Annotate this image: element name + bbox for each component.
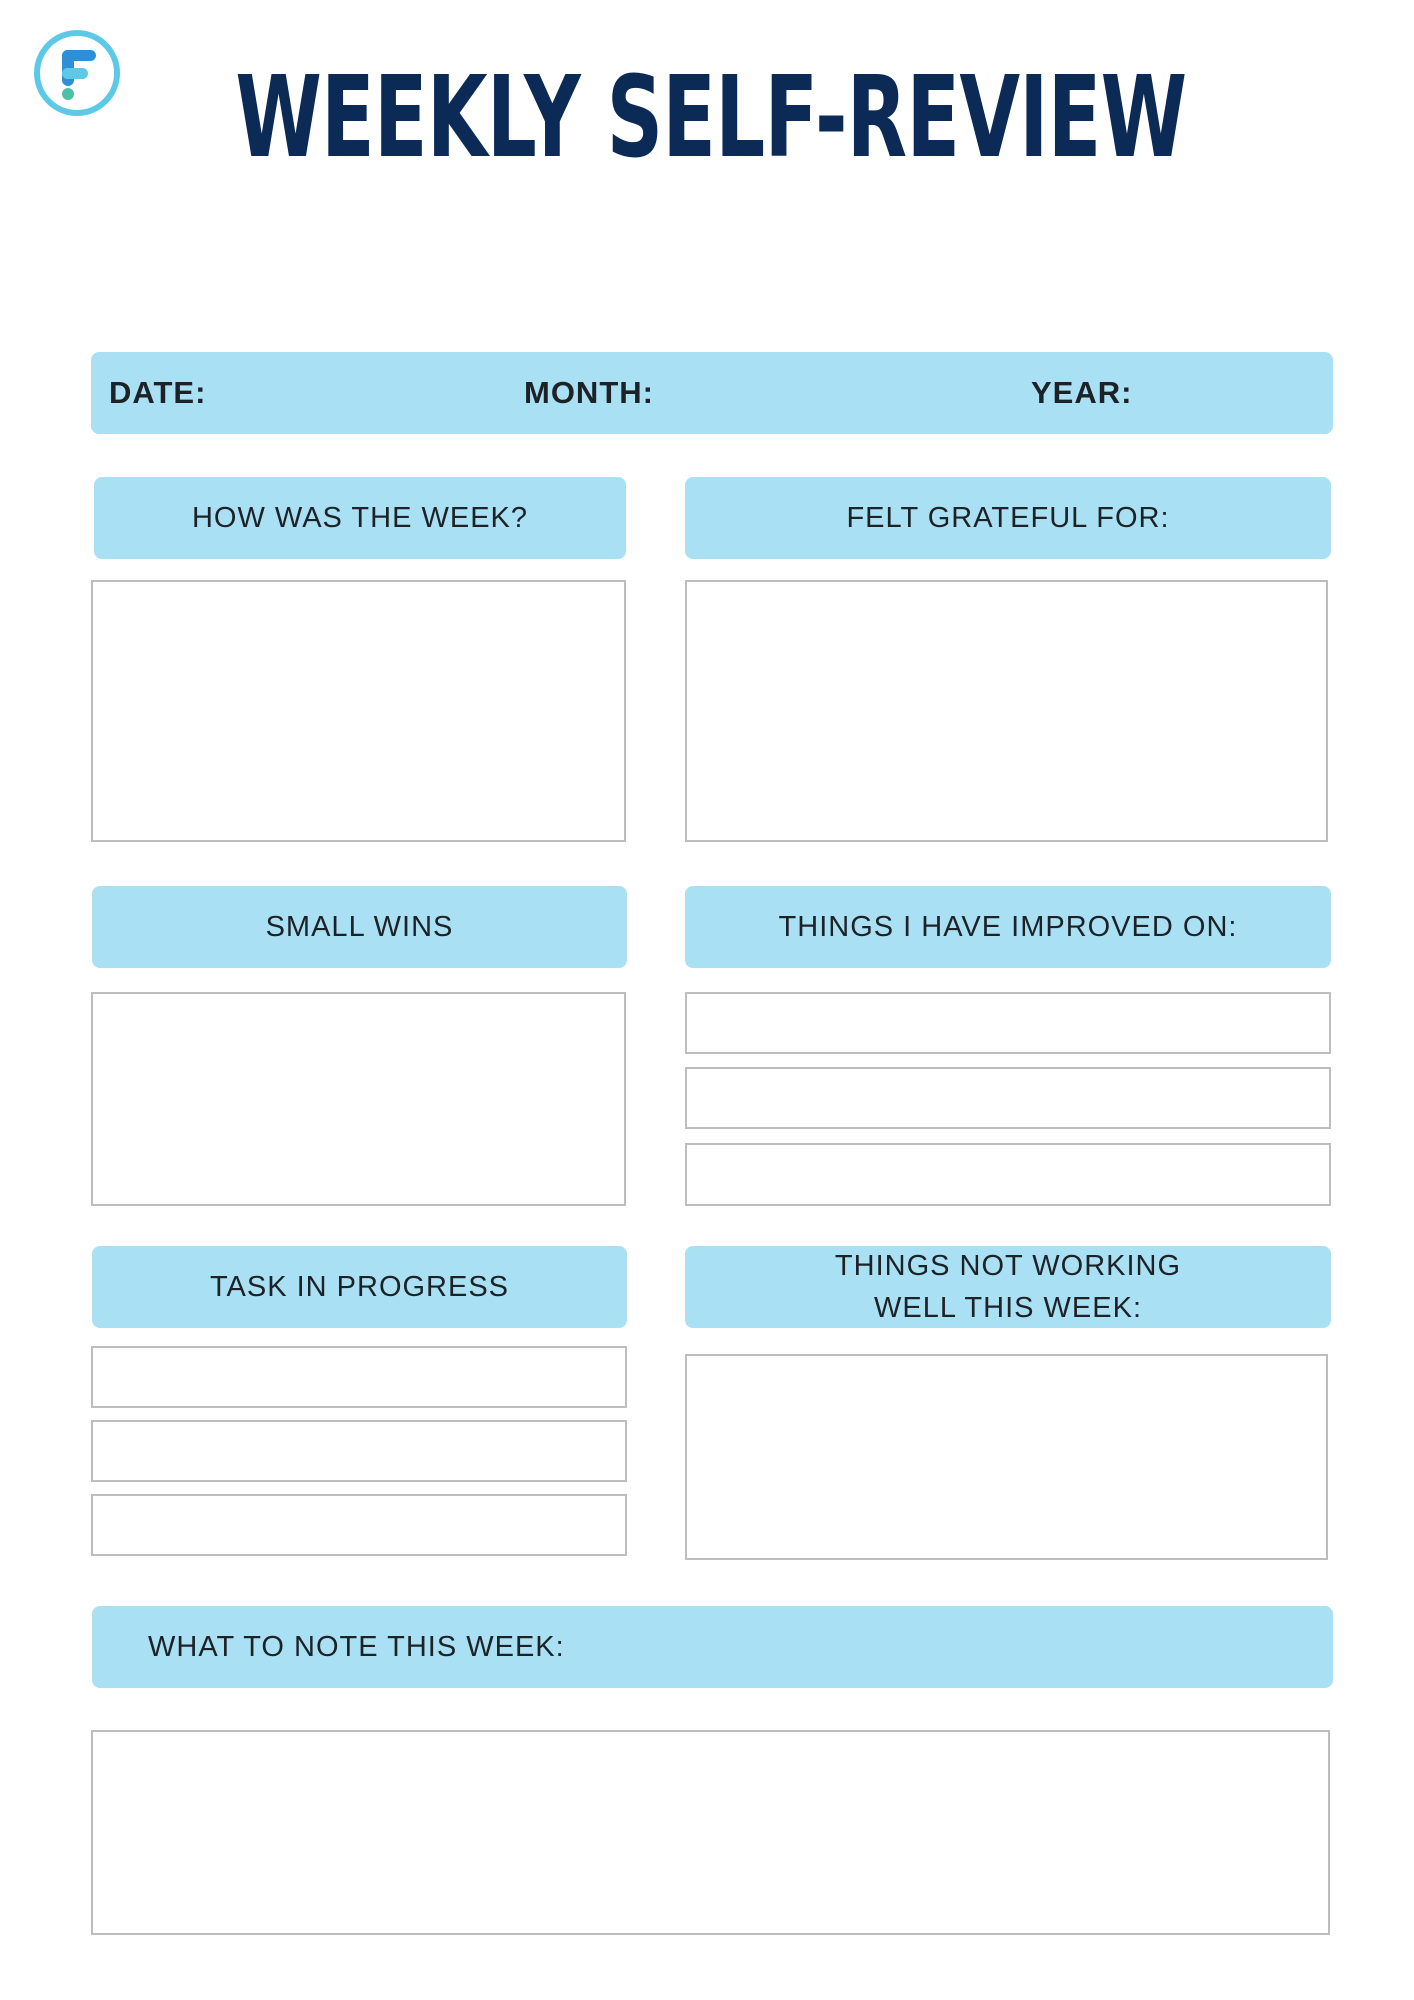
task-in-progress-line-1[interactable] xyxy=(91,1346,627,1408)
what-to-note-header: WHAT TO NOTE THIS WEEK: xyxy=(92,1606,1333,1688)
improved-on-line-1[interactable] xyxy=(685,992,1331,1054)
brand-f-logo-icon xyxy=(32,28,122,118)
improved-on-line-2[interactable] xyxy=(685,1067,1331,1129)
not-working-header-line-1: THINGS NOT WORKING xyxy=(834,1250,1182,1282)
task-in-progress-header: TASK IN PROGRESS xyxy=(92,1246,627,1328)
month-label: MONTH: xyxy=(524,375,654,410)
not-working-box[interactable] xyxy=(685,1354,1328,1560)
how-was-week-box[interactable] xyxy=(91,580,626,842)
what-to-note-box[interactable] xyxy=(91,1730,1330,1935)
task-in-progress-line-2[interactable] xyxy=(91,1420,627,1482)
felt-grateful-box[interactable] xyxy=(685,580,1328,842)
date-label: DATE: xyxy=(109,375,207,410)
not-working-header-line-2: WELL THIS WEEK: xyxy=(874,1292,1142,1324)
felt-grateful-header: FELT GRATEFUL FOR: xyxy=(685,477,1331,559)
how-was-week-header: HOW WAS THE WEEK? xyxy=(94,477,626,559)
year-label: YEAR: xyxy=(1031,375,1133,410)
task-in-progress-line-3[interactable] xyxy=(91,1494,627,1556)
small-wins-box[interactable] xyxy=(91,992,626,1206)
date-bar xyxy=(91,352,1333,434)
small-wins-header: SMALL WINS xyxy=(92,886,627,968)
improved-on-header: THINGS I HAVE IMPROVED ON: xyxy=(685,886,1331,968)
not-working-header xyxy=(685,1246,1331,1328)
improved-on-line-3[interactable] xyxy=(685,1143,1331,1206)
page-title: WEEKLY SELF-REVIEW xyxy=(235,53,1187,183)
